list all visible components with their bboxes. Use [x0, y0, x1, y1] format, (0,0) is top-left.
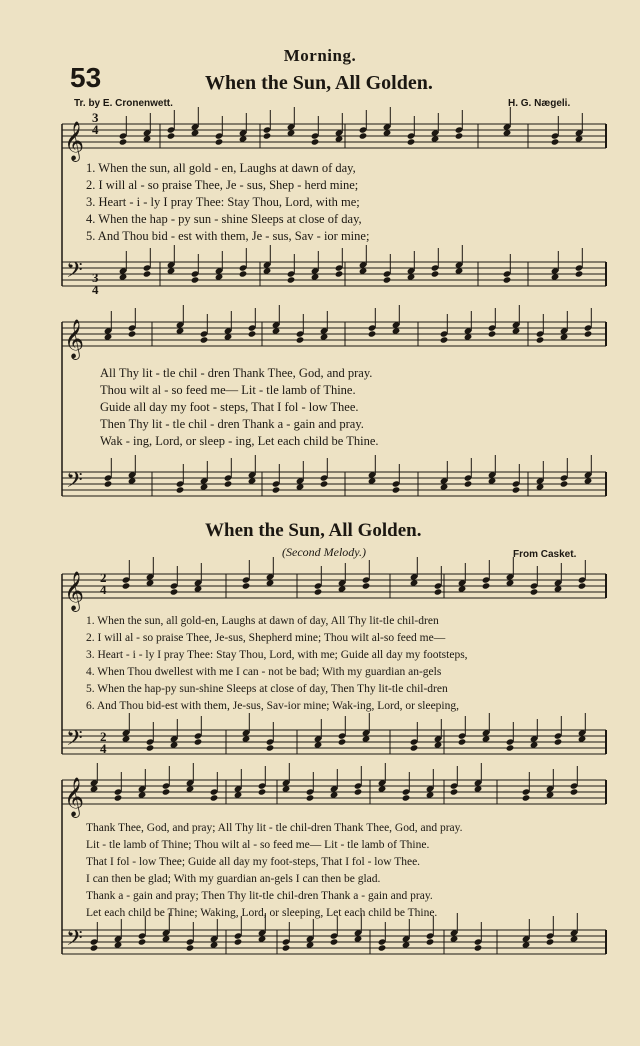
note-chord: [200, 314, 209, 344]
note-chord: [320, 311, 329, 341]
note-chord: [378, 922, 387, 952]
note-chord: [186, 763, 195, 793]
note-chord: [378, 763, 387, 793]
bass-clef-icon: 𝄢: [66, 726, 83, 756]
note-chord: [450, 766, 459, 796]
note-chord: [215, 251, 224, 281]
note-chord: [450, 913, 459, 943]
note-chord: [234, 769, 243, 799]
note-chord: [167, 245, 176, 275]
lyric-line: 3. Heart - i - ly I pray Thee: Stay Thou, Lord, with me; Guide all day my footsteps,: [86, 649, 468, 661]
treble-staff: [62, 322, 606, 346]
note-chord: [128, 308, 137, 338]
note-chord: [90, 922, 99, 952]
note-chord: [362, 713, 371, 743]
note-chord: [338, 716, 347, 746]
note-chord: [248, 308, 257, 338]
note-chord: [210, 772, 219, 802]
note-chord: [488, 455, 497, 485]
note-chord: [554, 716, 563, 746]
lyric-line: Thank a - gain and pray; Then Thy lit-tle chil-dren Thank a - gain and pray.: [86, 890, 433, 902]
note-chord: [143, 113, 152, 143]
note-chord: [407, 116, 416, 146]
bass-clef-icon: 𝄢: [66, 468, 83, 498]
note-chord: [560, 311, 569, 341]
note-chord: [392, 305, 401, 335]
lyric-line: Thou wilt al - so feed me— Lit - tle lamb of Thine.: [100, 383, 356, 397]
note-chord: [146, 722, 155, 752]
note-chord: [512, 464, 521, 494]
note-chord: [474, 922, 483, 952]
note-chord: [440, 461, 449, 491]
note-chord: [314, 566, 323, 596]
lyric-line: Let each child be Thine; Waking, Lord, or sleeping, Let each child be Thine.: [86, 907, 438, 919]
bass-staff: [62, 730, 606, 754]
composer-credit: H. G. Nægeli.: [508, 98, 571, 109]
note-chord: [546, 769, 555, 799]
note-chord: [458, 716, 467, 746]
note-chord: [170, 566, 179, 596]
note-chord: [239, 113, 248, 143]
note-chord: [554, 563, 563, 593]
note-chord: [146, 557, 155, 587]
bass-staff: [62, 472, 606, 496]
note-chord: [330, 769, 339, 799]
note-chord: [434, 719, 443, 749]
time-signature-bass-2: 2 4: [100, 729, 107, 756]
note-chord: [311, 251, 320, 281]
note-chord: [191, 107, 200, 137]
note-chord: [242, 560, 251, 590]
treble-clef-icon: 𝄞: [64, 121, 85, 161]
lyric-line: 2. I will al - so praise Thee, Je-sus, Shepherd mine; Thou wilt al-so feed me—: [86, 632, 446, 644]
note-chord: [431, 113, 440, 143]
second-melody-source: From Casket.: [513, 549, 577, 560]
note-chord: [354, 766, 363, 796]
note-chord: [575, 248, 584, 278]
note-chord: [114, 919, 123, 949]
note-chord: [402, 919, 411, 949]
note-chord: [578, 713, 587, 743]
note-chord: [359, 110, 368, 140]
note-chord: [464, 458, 473, 488]
time-signature-treble-2: 2 4: [100, 570, 107, 597]
note-chord: [191, 254, 200, 284]
note-chord: [474, 763, 483, 793]
note-chord: [551, 116, 560, 146]
note-chord: [546, 916, 555, 946]
note-chord: [335, 113, 344, 143]
note-chord: [258, 766, 267, 796]
time-signature-bass-1: 3 4: [92, 270, 99, 297]
note-chord: [210, 919, 219, 949]
note-chord: [503, 254, 512, 284]
bass-clef-icon: 𝄢: [66, 926, 83, 956]
note-chord: [368, 308, 377, 338]
note-chord: [176, 464, 185, 494]
lyric-line: 4. When the hap - py sun - shine Sleeps at close of day,: [86, 212, 362, 226]
lyric-line: Thank Thee, God, and pray; All Thy lit - tle chil-dren Thank Thee, God, and pray.: [86, 822, 463, 834]
treble-clef-icon: 𝄞: [64, 777, 85, 817]
note-chord: [335, 248, 344, 278]
note-chord: [266, 722, 275, 752]
note-chord: [464, 311, 473, 341]
treble-clef-icon: 𝄞: [64, 319, 85, 359]
note-chord: [314, 719, 323, 749]
lyric-line: All Thy lit - tle chil - dren Thank Thee, God, and pray.: [100, 366, 373, 380]
time-signature-treble-1: 3 4: [92, 110, 99, 137]
note-chord: [287, 254, 296, 284]
lyric-line: 5. When the hap-py sun-shine Sleeps at close of day, Then Thy lit-tle chil-dren: [86, 683, 448, 695]
lyric-line: 3. Heart - i - ly I pray Thee: Stay Thou, Lord, with me;: [86, 195, 360, 209]
hymn-number: 53: [70, 62, 102, 93]
note-chord: [578, 560, 587, 590]
note-chord: [119, 251, 128, 281]
note-chord: [122, 713, 131, 743]
note-chord: [263, 245, 272, 275]
note-chord: [162, 766, 171, 796]
note-chord: [90, 763, 99, 793]
note-chord: [426, 769, 435, 799]
note-chord: [530, 566, 539, 596]
note-chord: [296, 461, 305, 491]
note-chord: [128, 455, 137, 485]
bass-clef-icon: 𝄢: [66, 258, 83, 288]
second-melody-title: When the Sun, All Golden.: [205, 520, 422, 541]
lyric-line: 2. I will al - so praise Thee, Je - sus, Shep - herd mine;: [86, 178, 359, 192]
note-chord: [584, 308, 593, 338]
note-chord: [200, 461, 209, 491]
note-chord: [488, 308, 497, 338]
note-chord: [362, 560, 371, 590]
note-chord: [383, 107, 392, 137]
note-chord: [242, 713, 251, 743]
note-chord: [455, 110, 464, 140]
clefs: [64, 121, 84, 956]
note-chord: [570, 913, 579, 943]
note-chord: [272, 464, 281, 494]
note-chord: [287, 107, 296, 137]
note-chord: [536, 461, 545, 491]
note-chord: [434, 566, 443, 596]
lyric-line: 1. When the sun, all gold-en, Laughs at dawn of day, All Thy lit-tle chil-dren: [86, 615, 439, 627]
treble-clef-icon: 𝄞: [64, 571, 85, 611]
note-chord: [224, 311, 233, 341]
note-chord: [551, 251, 560, 281]
note-chord: [167, 110, 176, 140]
lyric-line: I can then be glad; With my guardian an-gels I can then be glad.: [86, 873, 381, 885]
note-chord: [392, 464, 401, 494]
note-chord: [338, 563, 347, 593]
lyric-line: 4. When Thou dwellest with me I can - not be bad; With my guardian an-gels: [86, 666, 442, 678]
note-chord: [575, 113, 584, 143]
note-chord: [311, 116, 320, 146]
note-chord: [503, 107, 512, 137]
note-chord: [402, 772, 411, 802]
note-chord: [536, 314, 545, 344]
lyric-line: Then Thy lit - tle chil - dren Thank a - gain and pray.: [100, 417, 364, 431]
note-chord: [506, 722, 515, 752]
note-chord: [455, 245, 464, 275]
note-chord: [368, 455, 377, 485]
lyric-line: 6. And Thou bid-est with them, Je-sus, Sav-ior mine; Wak-ing, Lord, or sleeping,: [86, 700, 459, 712]
note-chord: [215, 116, 224, 146]
note-chord: [306, 772, 315, 802]
note-chord: [248, 455, 257, 485]
note-chord: [440, 314, 449, 344]
note-chord: [266, 557, 275, 587]
note-chord: [143, 248, 152, 278]
note-chord: [482, 713, 491, 743]
note-chord: [482, 560, 491, 590]
note-chord: [407, 251, 416, 281]
note-chord: [560, 458, 569, 488]
note-chord: [296, 314, 305, 344]
note-chord: [584, 455, 593, 485]
note-chord: [104, 311, 113, 341]
note-chord: [320, 458, 329, 488]
note-chord: [522, 772, 531, 802]
note-chord: [104, 458, 113, 488]
note-chord: [512, 305, 521, 335]
lyric-line: 1. When the sun, all gold - en, Laughs at dawn of day,: [86, 161, 356, 175]
note-chord: [272, 305, 281, 335]
note-chord: [359, 245, 368, 275]
lyric-line: 5. And Thou bid - est with them, Je - sus, Sav - ior mine;: [86, 229, 370, 243]
note-chord: [186, 922, 195, 952]
note-chord: [239, 248, 248, 278]
note-chord: [458, 563, 467, 593]
hymn-title: When the Sun, All Golden.: [205, 72, 433, 94]
note-chord: [570, 766, 579, 796]
note-chord: [138, 769, 147, 799]
note-chord: [170, 719, 179, 749]
note-chord: [194, 716, 203, 746]
note-chord: [410, 722, 419, 752]
note-chord: [194, 563, 203, 593]
lyric-line: Guide all day my foot - steps, That I fol - low Thee.: [100, 400, 359, 414]
translator-credit: Tr. by E. Cronenwett.: [74, 98, 173, 109]
note-chord: [530, 719, 539, 749]
note-chord: [383, 254, 392, 284]
note-chord: [176, 305, 185, 335]
note-chord: [282, 922, 291, 952]
section-heading: Morning.: [283, 46, 357, 65]
note-chord: [224, 458, 233, 488]
note-chord: [122, 560, 131, 590]
note-chord: [114, 772, 123, 802]
note-chord: [431, 248, 440, 278]
lyric-line: Lit - tle lamb of Thine; Thou wilt al - so feed me— Lit - tle lamb of Thine.: [86, 839, 430, 851]
note-chord: [506, 557, 515, 587]
treble-staff: [62, 570, 606, 598]
lyric-line: Wak - ing, Lord, or sleep - ing, Let each child be Thine.: [100, 434, 379, 448]
lyric-line: That I fol - low Thee; Guide all day my foot-steps, That I fol - low Thee.: [86, 856, 421, 868]
note-chord: [119, 116, 128, 146]
note-chord: [282, 763, 291, 793]
note-chord: [410, 557, 419, 587]
note-chord: [263, 110, 272, 140]
note-chord: [522, 919, 531, 949]
note-chord: [306, 919, 315, 949]
treble-staff: [62, 124, 606, 148]
second-melody-subtitle: (Second Melody.): [282, 545, 366, 559]
